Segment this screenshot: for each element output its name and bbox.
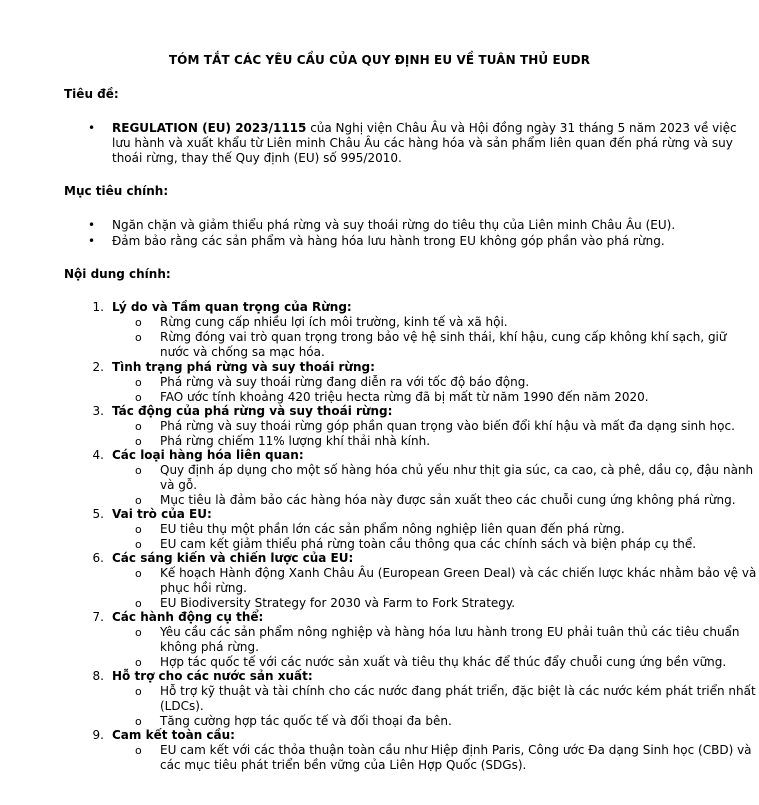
section-title: Lý do và Tầm quan trọng của Rừng: [112, 300, 352, 314]
objective-item-2: Đảm bảo rằng các sản phẩm và hàng hóa lưu hành trong EU không góp phần vào phá rừng. [112, 234, 665, 248]
sub-bullet-icon: o [135, 656, 142, 669]
sub-item-line: phục hồi rừng. [160, 581, 247, 595]
sub-bullet-icon: o [135, 744, 142, 757]
sub-bullet-icon: o [135, 685, 142, 698]
sub-item-line: Yêu cầu các sản phẩm nông nghiệp và hàng hóa lưu hành trong EU phải tuân thủ các tiêu chuẩn [160, 625, 740, 639]
section-number: 6. [92, 551, 104, 565]
sub-item-line: (LDCs). [160, 699, 204, 713]
sub-item-line: và gỗ. [160, 478, 198, 492]
sub-item-line: không phá rừng. [160, 640, 259, 654]
sub-item-line: EU Biodiversity Strategy for 2030 và Farm to Fork Strategy. [160, 596, 516, 610]
sub-bullet-icon: o [135, 391, 142, 404]
sub-item-line: EU cam kết giảm thiểu phá rừng toàn cầu thông qua các chính sách và biện pháp cụ thể. [160, 537, 697, 551]
section-title: Các sáng kiến và chiến lược của EU: [112, 551, 354, 565]
regulation-line-3: thoái rừng, thay thế Quy định (EU) số 995/2010. [112, 151, 402, 165]
sub-item-line: Quy định áp dụng cho một số hàng hóa chủ yếu như thịt gia súc, ca cao, cà phê, dầu cọ, đậu nành [160, 463, 754, 477]
sub-bullet-icon: o [135, 567, 142, 580]
sub-item-line: Rừng cung cấp nhiều lợi ích môi trường, kinh tế và xã hội. [160, 315, 508, 329]
sub-bullet-icon: o [135, 316, 142, 329]
sub-item-line: Phá rừng chiếm 11% lượng khí thải nhà kính. [160, 434, 431, 448]
section-number: 4. [92, 448, 104, 462]
sub-bullet-icon: o [135, 331, 142, 344]
sub-item-line: các mục tiêu phát triển bền vững của Liên Hợp Quốc (SDGs). [160, 758, 527, 772]
heading-muc-tieu: Mục tiêu chính: [64, 184, 169, 198]
section-number: 2. [92, 360, 104, 374]
sub-bullet-icon: o [135, 376, 142, 389]
sub-item-line: Phá rừng và suy thoái rừng đang diễn ra với tốc độ báo động. [160, 375, 530, 389]
sub-bullet-icon: o [135, 715, 142, 728]
bullet-icon: • [88, 121, 96, 135]
sub-item-line: EU cam kết với các thỏa thuận toàn cầu như Hiệp định Paris, Công ước Đa dạng Sinh học (CBD) và [160, 743, 752, 757]
section-title: Các loại hàng hóa liên quan: [112, 448, 304, 462]
sub-bullet-icon: o [135, 523, 142, 536]
sub-bullet-icon: o [135, 494, 142, 507]
section-title: Hỗ trợ cho các nước sản xuất: [112, 669, 313, 683]
sub-item-line: Tăng cường hợp tác quốc tế và đối thoại đa bên. [160, 714, 452, 728]
heading-noi-dung: Nội dung chính: [64, 267, 171, 281]
section-title: Tình trạng phá rừng và suy thoái rừng: [112, 360, 375, 374]
sub-bullet-icon: o [135, 435, 142, 448]
section-number: 1. [92, 300, 104, 314]
section-title: Các hành động cụ thể: [112, 610, 264, 624]
section-title: Tác động của phá rừng và suy thoái rừng: [112, 404, 393, 418]
sub-item-line: Rừng đóng vai trò quan trọng trong bảo vệ hệ sinh thái, khí hậu, cung cấp không khí sạch, giữ [160, 330, 727, 344]
section-number: 8. [92, 669, 104, 683]
bullet-icon: • [88, 218, 96, 232]
section-title: Cam kết toàn cầu: [112, 728, 235, 742]
sub-item-line: nước và chống sa mạc hóa. [160, 345, 325, 359]
sub-item-line: Mục tiêu là đảm bảo các hàng hóa này được sản xuất theo các chuỗi cung ứng không phá rừng. [160, 493, 736, 507]
sub-item-line: Phá rừng và suy thoái rừng góp phần quan trọng vào biến đổi khí hậu và mất đa dạng sinh học. [160, 419, 735, 433]
regulation-line-1: REGULATION (EU) 2023/1115 của Nghị viện Châu Âu và Hội đồng ngày 31 tháng 5 năm 2023 về việc [112, 121, 737, 135]
section-number: 7. [92, 610, 104, 624]
regulation-id: REGULATION (EU) 2023/1115 [112, 121, 307, 135]
section-title: Vai trò của EU: [112, 507, 212, 521]
sub-item-line: EU tiêu thụ một phần lớn các sản phẩm nông nghiệp liên quan đến phá rừng. [160, 522, 625, 536]
bullet-icon: • [88, 234, 96, 248]
regulation-line-2: lưu hành và xuất khẩu từ Liên minh Châu Âu các hàng hóa và sản phẩm liên quan đến phá rừng và suy [112, 136, 733, 150]
heading-tieu-de: Tiêu đề: [64, 87, 119, 101]
sub-item-line: Kế hoạch Hành động Xanh Châu Âu (European Green Deal) và các chiến lược khác nhằm bảo vệ và [160, 566, 757, 580]
section-number: 3. [92, 404, 104, 418]
document-title: TÓM TẮT CÁC YÊU CẦU CỦA QUY ĐỊNH EU VỀ TUÂN THỦ EUDR [168, 53, 591, 67]
sub-bullet-icon: o [135, 626, 142, 639]
sub-item-line: Hợp tác quốc tế với các nước sản xuất và tiêu thụ khác để thúc đẩy chuỗi cung ứng bền vững. [160, 655, 727, 669]
objective-item-1: Ngăn chặn và giảm thiểu phá rừng và suy thoái rừng do tiêu thụ của Liên minh Châu Âu (EU). [112, 218, 676, 232]
section-number: 9. [92, 728, 104, 742]
sub-item-line: Hỗ trợ kỹ thuật và tài chính cho các nước đang phát triển, đặc biệt là các nước kém phát triển nhất [160, 684, 756, 698]
sub-item-line: FAO ước tính khoảng 420 triệu hecta rừng đã bị mất từ năm 1990 đến năm 2020. [160, 390, 649, 404]
sub-bullet-icon: o [135, 464, 142, 477]
section-number: 5. [92, 507, 104, 521]
sub-bullet-icon: o [135, 538, 142, 551]
sub-bullet-icon: o [135, 420, 142, 433]
sub-bullet-icon: o [135, 597, 142, 610]
